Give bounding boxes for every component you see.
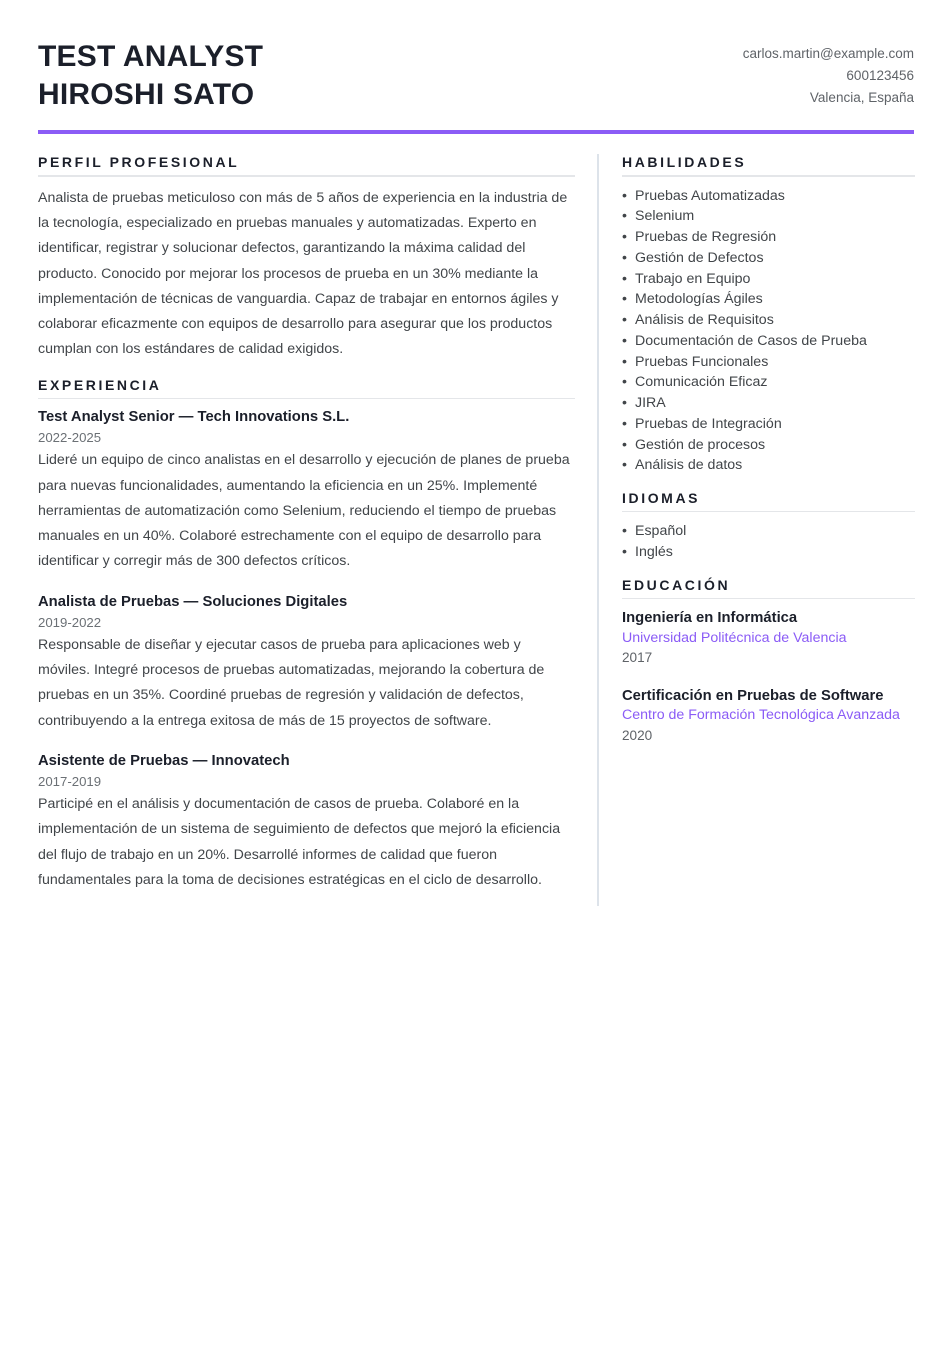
experience-title: Analista de Pruebas — Soluciones Digitales — [38, 593, 348, 610]
experience-item — [38, 593, 575, 734]
education-degree: Certificación en Pruebas de Software — [622, 687, 884, 704]
candidate-role: TEST ANALYST — [38, 40, 264, 73]
bullet-icon: • — [622, 415, 627, 432]
section-experience — [38, 377, 575, 893]
skill-label: Selenium — [635, 208, 695, 225]
skill-label: Metodologías Ágiles — [635, 291, 763, 308]
skill-label: Análisis de Requisitos — [635, 312, 774, 329]
list-item — [622, 521, 915, 542]
list-item — [622, 310, 915, 331]
list-item — [622, 227, 915, 248]
experience-item — [38, 752, 575, 893]
skill-label: Trabajo en Equipo — [635, 270, 751, 287]
skill-label: JIRA — [635, 395, 666, 412]
language-label: Inglés — [635, 544, 673, 561]
experience-dates: 2017-2019 — [38, 773, 102, 789]
section-rule — [622, 511, 915, 513]
experience-title: Asistente de Pruebas — Innovatech — [38, 752, 290, 769]
education-item — [622, 686, 915, 746]
bullet-icon: • — [622, 187, 627, 204]
section-education — [622, 577, 915, 746]
education-year: 2020 — [622, 727, 653, 743]
skill-label: Pruebas Funcionales — [635, 353, 769, 370]
contact-email[interactable]: carlos.martin@example.com — [742, 46, 914, 61]
list-item — [622, 186, 915, 207]
bullet-icon: • — [622, 436, 627, 453]
experience-dates: 2019-2022 — [38, 614, 102, 630]
list-item — [622, 289, 915, 310]
main-column — [38, 154, 575, 898]
section-title-languages: IDIOMAS — [622, 489, 701, 506]
bullet-icon: • — [622, 208, 627, 225]
language-label: Español — [635, 523, 687, 540]
bullet-icon: • — [622, 374, 627, 391]
section-skills — [622, 154, 915, 476]
section-title-skills: HABILIDADES — [622, 154, 747, 171]
section-rule — [622, 598, 915, 600]
experience-title: Test Analyst Senior — Tech Innovations S.L. — [38, 409, 350, 426]
bullet-icon: • — [622, 353, 627, 370]
bullet-icon: • — [622, 291, 627, 308]
experience-description: Lideré un equipo de cinco analistas en el desarrollo y ejecución de planes de prueba para nuevas funcionalidades, aumentando la eficiencia en un 25%. Implementé herramientas de automatización como Selenium, reduciendo el tiempo de pruebas manuales en un 40%. Colaboré estrechamente con el equipo de desarrollo para identificar y corregir más de 300 defectos críticos. — [38, 452, 570, 570]
skill-label: Análisis de datos — [635, 457, 743, 474]
bullet-icon: • — [622, 457, 627, 474]
skill-label: Documentación de Casos de Prueba — [635, 332, 867, 349]
list-item — [622, 372, 915, 393]
section-rule — [38, 398, 575, 400]
education-year: 2017 — [622, 650, 653, 666]
list-item — [622, 393, 915, 414]
profile-text: Analista de pruebas meticuloso con más de 5 años de experiencia en la industria de la tecnología, especializado en pruebas manuales y automatizadas. Experto en identificar, registrar y solucionar defectos, garantizando la máxima calidad del producto. Conocido por mejorar los procesos de prueba en un 30% mediante la implementación de técnicas de vanguardia. Capaz de trabajar en entornos ágiles y colaborar eficazmente con equipos de desarrollo para asegurar que los productos cumplan con los estándares de calidad exigidos. — [38, 189, 568, 358]
experience-description: Participé en el análisis y documentación de casos de prueba. Colaboré en la implementación de un sistema de seguimiento de defectos que mejoró la eficiencia del flujo de trabajo en un 20%. Desarrollé informes de calidad que fueron fundamentales para la toma de decisiones estratégicas en el ciclo de desarrollo. — [38, 796, 561, 888]
bullet-icon: • — [622, 395, 627, 412]
list-item — [622, 435, 915, 456]
content-columns — [38, 154, 914, 898]
list-item — [622, 542, 915, 563]
sidebar-column — [622, 154, 915, 898]
skill-label: Comunicación Eficaz — [635, 374, 768, 391]
education-item — [622, 608, 915, 668]
list-item — [622, 352, 915, 373]
languages-list — [622, 521, 915, 562]
list-item — [622, 455, 915, 476]
education-school: Centro de Formación Tecnológica Avanzada — [622, 706, 900, 723]
section-languages — [622, 490, 915, 563]
bullet-icon: • — [622, 332, 627, 349]
section-rule — [38, 175, 575, 177]
section-title-experience: EXPERIENCIA — [38, 376, 162, 393]
contact-block — [743, 36, 914, 109]
bullet-icon: • — [622, 270, 627, 287]
column-divider — [597, 154, 599, 906]
section-rule — [622, 175, 915, 177]
education-school: Universidad Politécnica de Valencia — [622, 629, 847, 646]
contact-location: Valencia, España — [809, 89, 914, 105]
skill-label: Gestión de procesos — [635, 436, 766, 453]
list-item — [622, 414, 915, 435]
skills-list — [622, 186, 915, 476]
list-item — [622, 206, 915, 227]
skill-label: Gestión de Defectos — [635, 249, 764, 266]
resume-header — [38, 36, 914, 114]
list-item — [622, 269, 915, 290]
section-profile — [38, 154, 575, 362]
skill-label: Pruebas Automatizadas — [635, 187, 785, 204]
bullet-icon: • — [622, 544, 627, 561]
skill-label: Pruebas de Integración — [635, 415, 782, 432]
section-title-education: EDUCACIÓN — [622, 576, 731, 593]
name-block — [38, 36, 263, 114]
contact-phone[interactable]: 600123456 — [846, 67, 914, 83]
education-degree: Ingeniería en Informática — [622, 610, 798, 627]
accent-rule — [38, 130, 914, 134]
bullet-icon: • — [622, 229, 627, 246]
experience-item — [38, 408, 575, 575]
bullet-icon: • — [622, 523, 627, 540]
bullet-icon: • — [622, 249, 627, 266]
experience-dates: 2022-2025 — [38, 430, 102, 446]
bullet-icon: • — [622, 312, 627, 329]
skill-label: Pruebas de Regresión — [635, 229, 777, 246]
list-item — [622, 248, 915, 269]
column-gap — [575, 154, 622, 898]
candidate-name: HIROSHI SATO — [38, 78, 255, 112]
list-item — [622, 331, 915, 352]
experience-description: Responsable de diseñar y ejecutar casos de prueba para aplicaciones web y móviles. Integré procesos de pruebas automatizadas, mejorando la cobertura de pruebas en un 35%. Coordiné pruebas de regresión y validación de defectos, contribuyendo a la entrega exitosa de más de 15 proyectos de software. — [38, 636, 545, 729]
section-title-profile: PERFIL PROFESIONAL — [38, 154, 240, 171]
